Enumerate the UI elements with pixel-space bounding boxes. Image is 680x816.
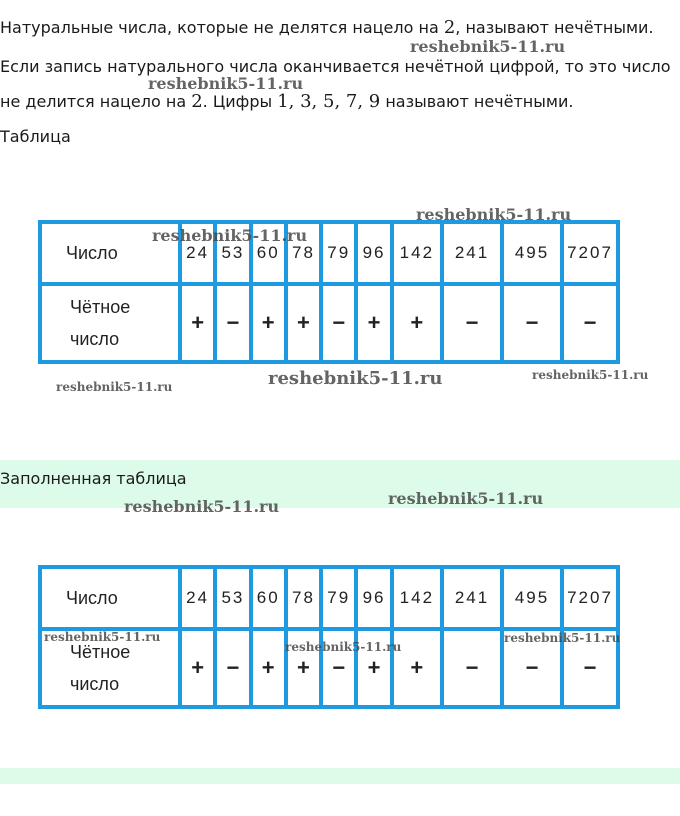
math-number: 2 xyxy=(191,91,203,112)
even-mark-cell: + xyxy=(392,629,442,707)
watermark: reshebnik5-11.ru xyxy=(124,497,280,516)
rule-text: . Цифры xyxy=(202,92,278,111)
section-title-table: Таблица xyxy=(0,127,71,146)
number-cell: 7207 xyxy=(562,567,618,629)
number-cell: 241 xyxy=(442,567,502,629)
row-header-number: Число xyxy=(40,567,180,629)
number-cell: 142 xyxy=(392,567,442,629)
number-cell: 495 xyxy=(502,567,562,629)
number-cell: 495 xyxy=(502,222,562,284)
number-cell: 241 xyxy=(442,222,502,284)
even-mark-cell: − xyxy=(502,284,562,362)
rule-text: не делится нацело на xyxy=(0,92,192,111)
watermark: reshebnik5-11.ru xyxy=(56,380,173,394)
watermark: reshebnik5-11.ru xyxy=(388,489,544,508)
header-line: число xyxy=(70,674,120,694)
number-cell: 142 xyxy=(392,222,442,284)
even-mark-cell: + xyxy=(356,629,391,707)
even-mark-cell: + xyxy=(356,284,391,362)
even-mark-cell: − xyxy=(442,629,502,707)
row-header-even xyxy=(40,284,180,362)
number-cell: 96 xyxy=(356,567,391,629)
even-mark-cell: + xyxy=(251,284,286,362)
header-line: Чётное xyxy=(70,297,131,317)
even-mark-cell: − xyxy=(442,284,502,362)
number-cell: 78 xyxy=(286,567,321,629)
even-mark-cell: − xyxy=(215,284,250,362)
even-mark-cell: + xyxy=(251,629,286,707)
number-cell: 53 xyxy=(215,222,250,284)
even-mark-cell: − xyxy=(562,629,618,707)
row-header-number: Число xyxy=(40,222,180,284)
number-cell: 60 xyxy=(251,222,286,284)
number-cell: 24 xyxy=(180,567,215,629)
watermark: reshebnik5-11.ru xyxy=(268,368,443,389)
watermark: reshebnik5-11.ru xyxy=(44,630,161,644)
even-mark-cell: + xyxy=(286,629,321,707)
watermark: reshebnik5-11.ru xyxy=(504,631,621,645)
math-number: 2 xyxy=(443,17,456,38)
watermark: reshebnik5-11.ru xyxy=(152,226,308,245)
watermark: reshebnik5-11.ru xyxy=(285,640,402,654)
number-cell: 78 xyxy=(286,222,321,284)
header-line: число xyxy=(70,329,120,349)
math-digits: 1, 3, 5, 7, 9 xyxy=(277,91,381,112)
even-mark-cell: + xyxy=(286,284,321,362)
even-mark-cell: + xyxy=(180,284,215,362)
number-cell: 79 xyxy=(321,222,356,284)
number-cell: 53 xyxy=(215,567,250,629)
even-mark-cell: − xyxy=(502,629,562,707)
even-mark-cell: + xyxy=(180,629,215,707)
table-original xyxy=(38,220,620,364)
number-cell: 60 xyxy=(251,567,286,629)
watermark: reshebnik5-11.ru xyxy=(148,74,304,93)
number-cell: 7207 xyxy=(562,222,618,284)
number-cell: 79 xyxy=(321,567,356,629)
even-mark-cell: + xyxy=(392,284,442,362)
rule-text: , называют нечётными. xyxy=(455,18,654,37)
number-cell: 24 xyxy=(180,222,215,284)
section-title-filled-table: Заполненная таблица xyxy=(0,469,187,488)
even-mark-cell: − xyxy=(321,629,356,707)
even-mark-cell: − xyxy=(562,284,618,362)
header-line: Чётное xyxy=(70,642,131,662)
rule-text: называют нечётными. xyxy=(380,92,574,111)
even-mark-cell: − xyxy=(321,284,356,362)
watermark: reshebnik5-11.ru xyxy=(410,37,566,56)
bottom-band xyxy=(0,768,680,784)
watermark: reshebnik5-11.ru xyxy=(416,205,572,224)
even-mark-cell: − xyxy=(215,629,250,707)
rule-line-2: Если запись натурального числа оканчивается нечётной цифрой, то это число xyxy=(0,57,671,76)
rule-text: Натуральные числа, которые не делятся нацело на xyxy=(0,18,444,37)
rule-line-3 xyxy=(0,92,573,112)
rule-line-1 xyxy=(0,18,654,38)
watermark: reshebnik5-11.ru xyxy=(532,368,649,382)
number-cell: 96 xyxy=(356,222,391,284)
